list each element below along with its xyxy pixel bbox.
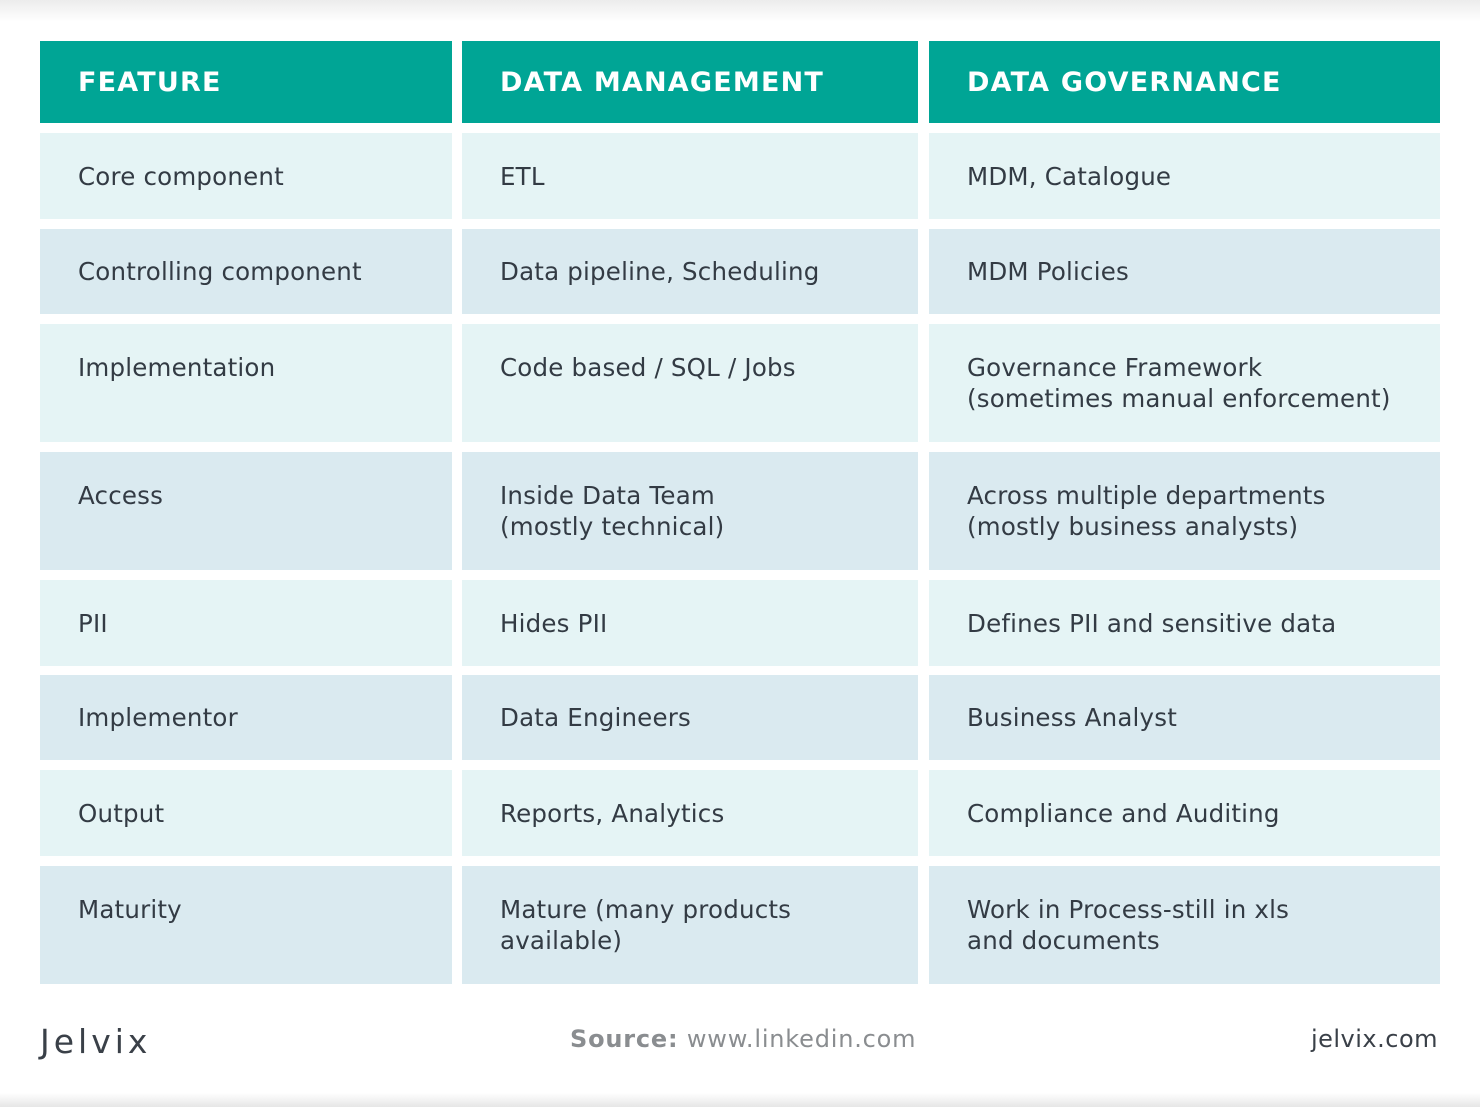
table-row-cell: PII bbox=[40, 580, 452, 666]
table-row-cell: Inside Data Team (mostly technical) bbox=[462, 452, 918, 570]
table-row-cell: ETL bbox=[462, 133, 918, 219]
table-row-cell: MDM Policies bbox=[929, 229, 1440, 314]
bottom-shadow bbox=[0, 1093, 1480, 1107]
site-url: jelvix.com bbox=[1310, 1025, 1438, 1053]
table-row-cell: Access bbox=[40, 452, 452, 570]
table-row-cell: Implementor bbox=[40, 675, 452, 760]
source-value: www.linkedin.com bbox=[686, 1025, 917, 1053]
source-label: Source: bbox=[570, 1025, 679, 1053]
header-data-management: DATA MANAGEMENT bbox=[462, 41, 918, 123]
table-row-cell: Hides PII bbox=[462, 580, 918, 666]
header-data-governance: DATA GOVERNANCE bbox=[929, 41, 1440, 123]
table-row-cell: MDM, Catalogue bbox=[929, 133, 1440, 219]
table-row-cell: Output bbox=[40, 770, 452, 856]
table-row-cell: Implementation bbox=[40, 324, 452, 442]
table-row-cell: Defines PII and sensitive data bbox=[929, 580, 1440, 666]
table-row-cell: Work in Process-still in xls and documents bbox=[929, 866, 1440, 984]
table-row-cell: Data Engineers bbox=[462, 675, 918, 760]
table-row-cell: Reports, Analytics bbox=[462, 770, 918, 856]
header-feature: FEATURE bbox=[40, 41, 452, 123]
table-row-cell: Business Analyst bbox=[929, 675, 1440, 760]
table-row-cell: Controlling component bbox=[40, 229, 452, 314]
table-row-cell: Data pipeline, Scheduling bbox=[462, 229, 918, 314]
table-row-cell: Governance Framework (sometimes manual enforcement) bbox=[929, 324, 1440, 442]
table-row-cell: Maturity bbox=[40, 866, 452, 984]
source-credit bbox=[570, 1025, 916, 1053]
jelvix-logo: Jelvix bbox=[40, 1022, 152, 1061]
table-row-cell: Compliance and Auditing bbox=[929, 770, 1440, 856]
table-row-cell: Across multiple departments (mostly business analysts) bbox=[929, 452, 1440, 570]
table-row-cell: Code based / SQL / Jobs bbox=[462, 324, 918, 442]
table-row-cell: Core component bbox=[40, 133, 452, 219]
top-shadow bbox=[0, 0, 1480, 22]
table-row-cell: Mature (many products available) bbox=[462, 866, 918, 984]
